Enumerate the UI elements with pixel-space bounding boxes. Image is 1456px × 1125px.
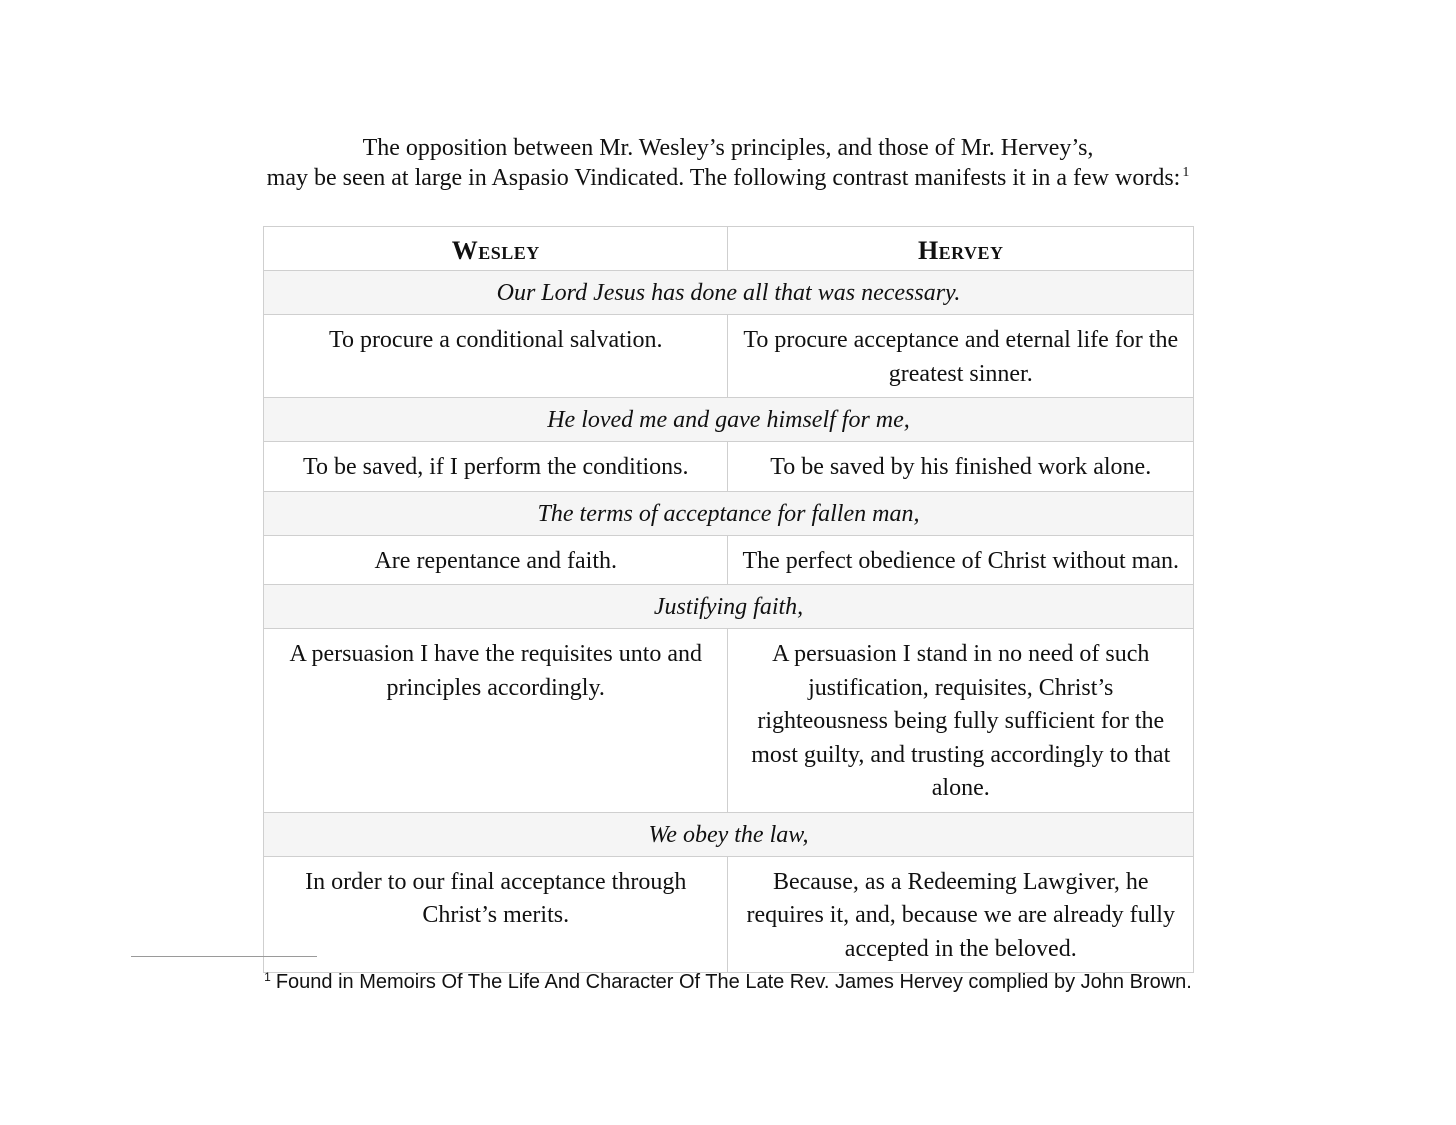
- topic-text: He loved me and gave himself for me,: [264, 398, 1194, 442]
- hervey-cell: Because, as a Redeeming Lawgiver, he requires it, and, because we are already fully accepted in the beloved.: [728, 856, 1194, 973]
- topic-row: [264, 812, 1194, 856]
- intro-line-1: The opposition between Mr. Wesley’s principles, and those of Mr. Hervey’s,: [362, 135, 1094, 161]
- hervey-cell: A persuasion I stand in no need of such justification, requisites, Christ’s righteousness being fully sufficient for the most guilty, and trusting accordingly to that alone.: [728, 629, 1194, 813]
- topic-row: [264, 585, 1194, 629]
- wesley-cell: Are repentance and faith.: [264, 535, 728, 585]
- footnote-text: Found in Memoirs Of The Life And Character Of The Late Rev. James Hervey complied by John Brown.: [275, 971, 1192, 993]
- topic-text: We obey the law,: [264, 812, 1194, 856]
- comparison-row: [264, 856, 1194, 973]
- header-hervey: Hervey: [728, 227, 1194, 271]
- wesley-cell: A persuasion I have the requisites unto and principles accordingly.: [264, 629, 728, 813]
- topic-text: Our Lord Jesus has done all that was necessary.: [264, 271, 1194, 315]
- comparison-row: [264, 315, 1194, 398]
- table-header-row: [264, 227, 1194, 271]
- hervey-cell: To procure acceptance and eternal life for the greatest sinner.: [728, 315, 1194, 398]
- hervey-cell: To be saved by his finished work alone.: [728, 442, 1194, 492]
- footnote-number: 1: [264, 970, 271, 984]
- intro-line-2-text: may be seen at large in Aspasio Vindicated. The following contrast manifests it in a few words:: [266, 165, 1181, 191]
- topic-row: [264, 271, 1194, 315]
- topic-text: Justifying faith,: [264, 585, 1194, 629]
- comparison-row: [264, 629, 1194, 813]
- header-wesley: Wesley: [264, 227, 728, 271]
- comparison-row: [264, 442, 1194, 492]
- wesley-cell: To be saved, if I perform the conditions.: [264, 442, 728, 492]
- hervey-cell: The perfect obedience of Christ without man.: [728, 535, 1194, 585]
- contrast-table: [263, 226, 1194, 973]
- wesley-cell: In order to our final acceptance through Christ’s merits.: [264, 856, 728, 973]
- intro-line-2: [0, 163, 1456, 193]
- intro-paragraph: [0, 133, 1456, 193]
- wesley-cell: To procure a conditional salvation.: [264, 315, 728, 398]
- topic-row: [264, 398, 1194, 442]
- comparison-row: [264, 535, 1194, 585]
- topic-row: [264, 491, 1194, 535]
- footnote: [0, 969, 1456, 995]
- footnote-reference: 1: [1182, 165, 1190, 180]
- footnote-divider: [131, 956, 317, 957]
- topic-text: The terms of acceptance for fallen man,: [264, 491, 1194, 535]
